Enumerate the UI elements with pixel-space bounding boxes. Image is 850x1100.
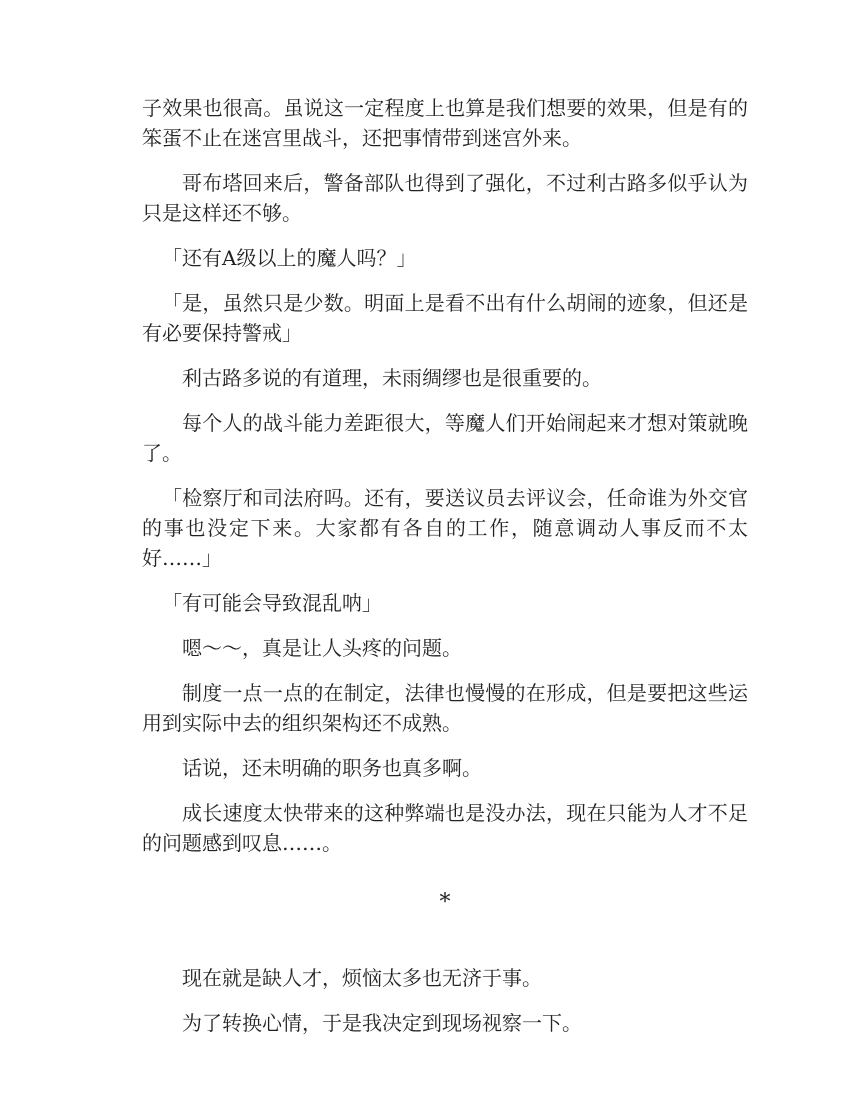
paragraph: 现在就是缺人才，烦恼太多也无济于事。	[182, 966, 542, 990]
paragraph: 哥布塔回来后，警备部队也得到了强化，不过利古路多似乎认为只是这样还不够。	[142, 171, 748, 225]
paragraph: 嗯～～，真是让人头疼的问题。	[182, 636, 462, 660]
paragraph: 话说，还未明确的职务也真多啊。	[182, 756, 482, 780]
document-page	[142, 93, 748, 1053]
paragraph: 成长速度太快带来的这种弊端也是没办法，现在只能为人才不足的问题感到叹息……。	[142, 801, 748, 855]
paragraph: 为了转换心情，于是我决定到现场视察一下。	[182, 1011, 582, 1035]
paragraph: 每个人的战斗能力差距很大，等魔人们开始闹起来才想对策就晚了。	[142, 411, 748, 465]
dialogue-line: 「是，虽然只是少数。明面上是看不出有什么胡闹的迹象，但还是有必要保持警戒」	[142, 291, 748, 345]
paragraph: 利古路多说的有道理，未雨绸缪也是很重要的。	[182, 366, 602, 390]
section-separator: *	[439, 890, 451, 915]
dialogue-line: 「有可能会导致混乱呐」	[162, 591, 382, 615]
paragraph: 制度一点一点的在制定，法律也慢慢的在形成，但是要把这些运用到实际中去的组织架构还不成熟。	[142, 681, 748, 735]
paragraph: 子效果也很高。虽说这一定程度上也算是我们想要的效果，但是有的笨蛋不止在迷宫里战斗，还把事情带到迷宫外来。	[142, 96, 748, 150]
dialogue-line: 「检察厅和司法府吗。还有，要送议员去评议会，任命谁为外交官的事也没定下来。大家都有各自的工作，随意调动人事反而不太好……」	[142, 486, 748, 570]
dialogue-line: 「还有A级以上的魔人吗？」	[162, 246, 417, 270]
